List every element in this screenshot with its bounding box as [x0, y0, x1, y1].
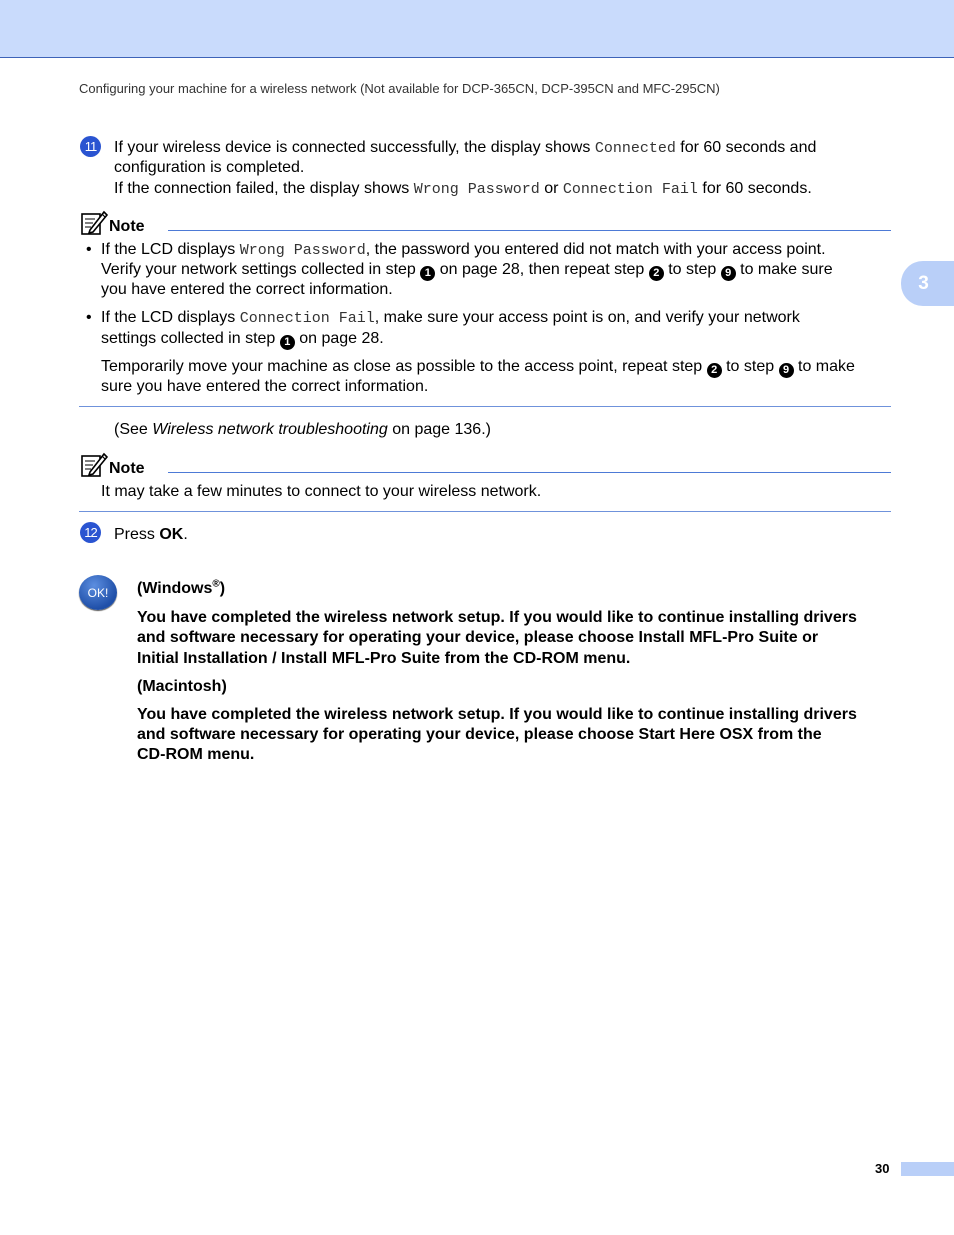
- step-ref-9[interactable]: 9: [721, 266, 736, 281]
- macintosh-text-line-3: CD-ROM menu.: [137, 746, 255, 763]
- note-end-rule: [79, 511, 891, 512]
- running-header: Configuring your machine for a wireless network (Not available for DCP-365CN, DCP-395CN and MFC-295CN): [79, 81, 720, 96]
- step-11-line-1: If your wireless device is connected successfully, the display shows Connected for 60 seconds and: [114, 139, 817, 157]
- step-ref-2[interactable]: 2: [707, 363, 722, 378]
- note-pencil-icon: [80, 210, 108, 236]
- step-ref-2[interactable]: 2: [649, 266, 664, 281]
- lcd-message-connection-fail: Connection Fail: [239, 310, 375, 327]
- macintosh-heading: (Macintosh): [137, 678, 227, 695]
- note-rule: [168, 472, 891, 473]
- chapter-number: 3: [918, 272, 929, 294]
- ok-badge-icon: OK!: [79, 575, 117, 610]
- lcd-message-wrong-password: Wrong Password: [413, 181, 540, 198]
- note-1-bullet-1-line-3: you have entered the correct information.: [101, 281, 393, 298]
- chapter-tab[interactable]: [901, 261, 954, 306]
- see-reference: (See Wireless network troubleshooting on page 136.): [114, 421, 491, 438]
- macintosh-text-line-1: You have completed the wireless network setup. If you would like to continue installing drivers: [137, 706, 857, 723]
- note-label: Note: [109, 460, 145, 477]
- windows-text-line-3: Initial Installation / Install MFL-Pro Suite from the CD-ROM menu.: [137, 650, 631, 667]
- ok-key-label: OK: [159, 526, 184, 543]
- step-ref-1[interactable]: 1: [280, 335, 295, 350]
- note-1-bullet-1-line-2: Verify your network settings collected in step 1 on page 28, then repeat step 2 to step 9 to make sure: [101, 261, 833, 279]
- page-number: 30: [875, 1161, 890, 1176]
- windows-heading: (Windows®): [137, 578, 226, 597]
- lcd-message-connected: Connected: [594, 140, 676, 157]
- lcd-message-wrong-password: Wrong Password: [239, 242, 366, 259]
- note-2-text: It may take a few minutes to connect to your wireless network.: [101, 483, 542, 500]
- note-1-bullet-2-line-1: If the LCD displays Connection Fail, make sure your access point is on, and verify your network: [101, 309, 800, 327]
- note-heading: [80, 210, 145, 236]
- footer-bar: [901, 1162, 954, 1176]
- bullet-1: •: [86, 241, 92, 258]
- note-end-rule: [79, 406, 891, 407]
- step-11-line-3: If the connection failed, the display shows Wrong Password or Connection Fail for 60 seconds.: [114, 180, 812, 198]
- step-number-11: 11: [80, 136, 101, 157]
- step-ref-1[interactable]: 1: [420, 266, 435, 281]
- note-heading: [80, 452, 145, 478]
- step-11-line-2: configuration is completed.: [114, 159, 305, 176]
- windows-text-line-2: and software necessary for operating your device, please choose Install MFL-Pro Suite or: [137, 629, 819, 646]
- step-ref-9[interactable]: 9: [779, 363, 794, 378]
- note-1-bullet-1-line-1: If the LCD displays Wrong Password, the password you entered did not match with your access point.: [101, 241, 826, 259]
- note-rule: [168, 230, 891, 231]
- lcd-message-connection-fail: Connection Fail: [562, 181, 698, 198]
- macintosh-text-line-2: and software necessary for operating your device, please choose Start Here OSX from the: [137, 726, 822, 743]
- note-pencil-icon: [80, 452, 108, 478]
- note-1-para-line-1: Temporarily move your machine as close as possible to the access point, repeat step 2 to step 9 to make: [101, 358, 855, 376]
- step-12-text: Press OK.: [114, 526, 188, 543]
- note-1-bullet-2-line-2: settings collected in step 1 on page 28.: [101, 330, 384, 348]
- troubleshooting-link[interactable]: Wireless network troubleshooting: [152, 421, 388, 438]
- windows-text-line-1: You have completed the wireless network setup. If you would like to continue installing drivers: [137, 609, 857, 626]
- note-label: Note: [109, 218, 145, 235]
- header-band: [0, 0, 954, 58]
- note-1-para-line-2: sure you have entered the correct information.: [101, 378, 429, 395]
- bullet-2: •: [86, 309, 92, 326]
- step-number-12: 12: [80, 522, 101, 543]
